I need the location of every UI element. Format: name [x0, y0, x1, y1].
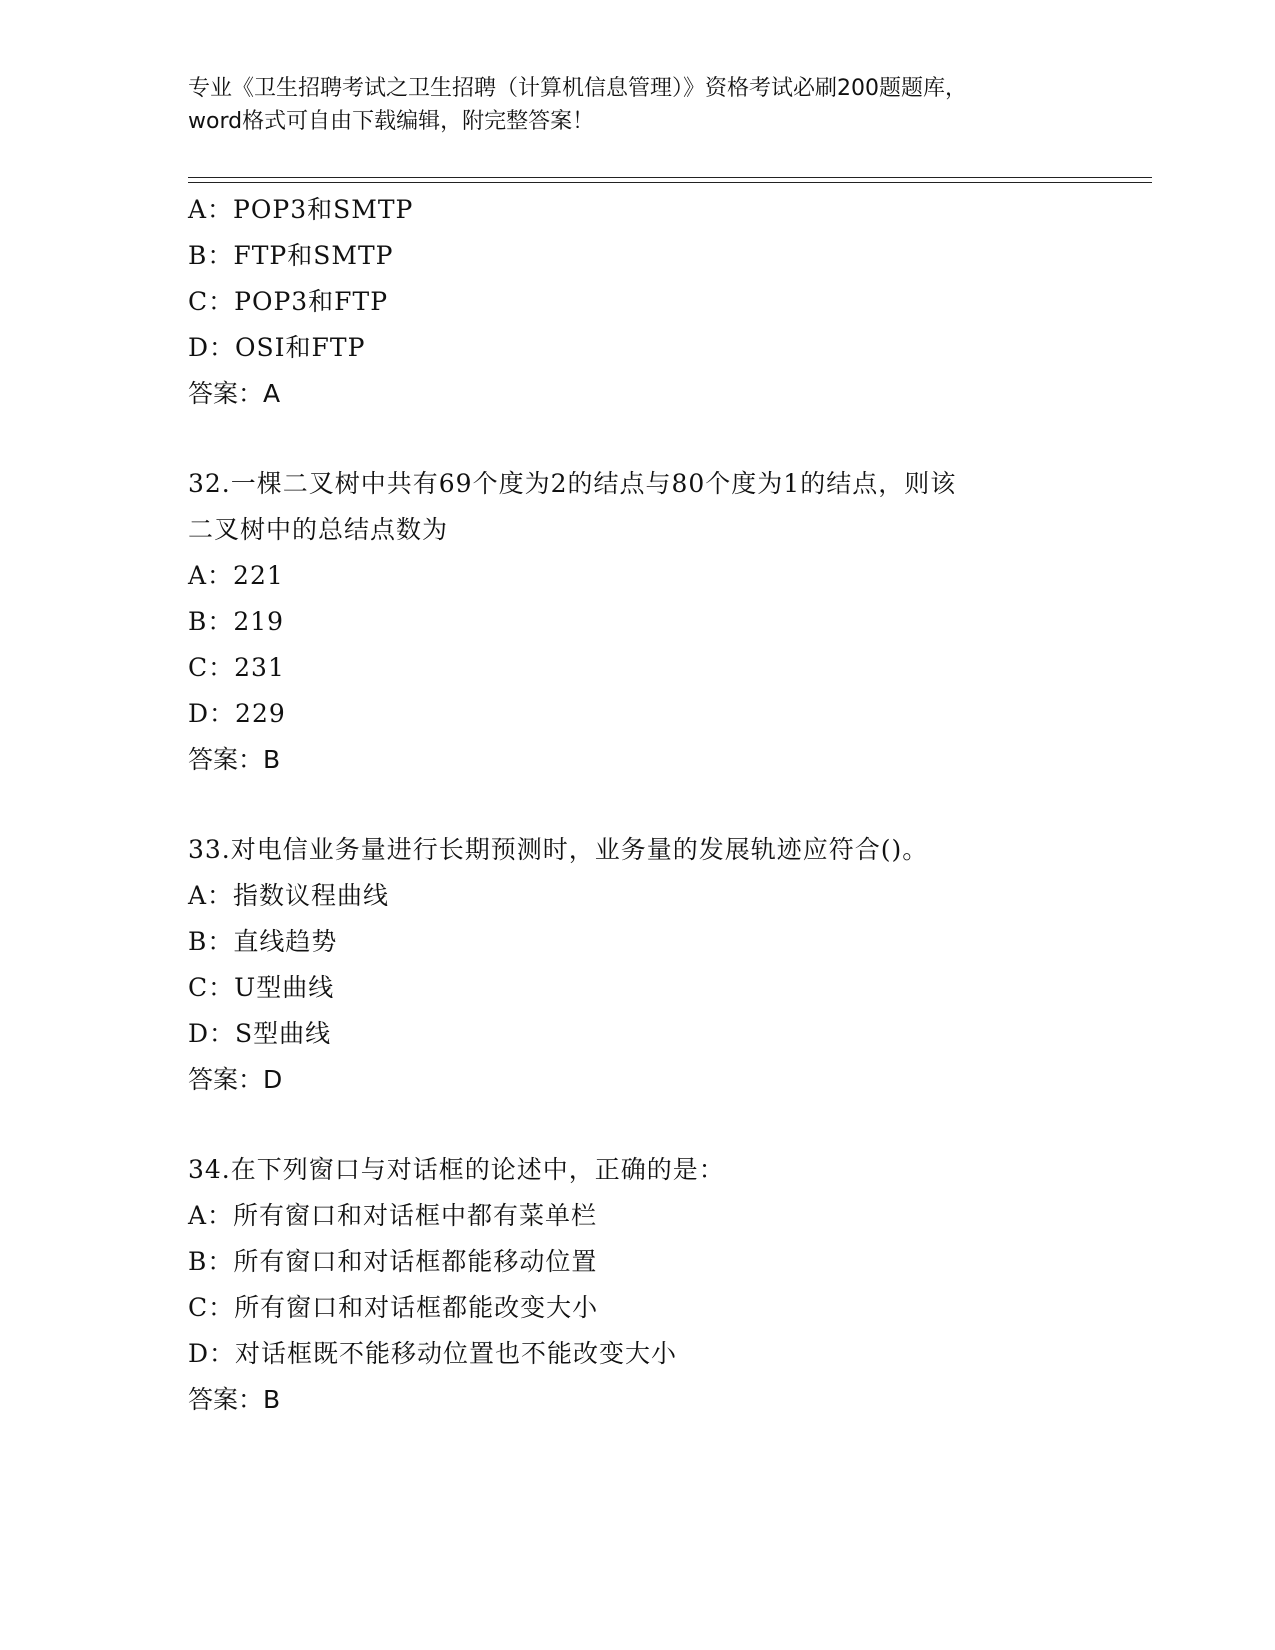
- option-a: A：221: [188, 561, 284, 590]
- header-divider-bottom: [188, 182, 1152, 183]
- question-stem-line-1: 32.一棵二叉树中共有69个度为2的结点与80个度为1的结点，则该: [188, 469, 957, 498]
- question-stem: 33.对电信业务量进行长期预测时，业务量的发展轨迹应符合()。: [188, 835, 929, 864]
- question-item-32: [188, 461, 1088, 783]
- document-header: [188, 72, 1088, 138]
- answer-label: 答案：A: [188, 379, 281, 408]
- question-item-34: [188, 1147, 1088, 1423]
- option-b: B：直线趋势: [188, 927, 338, 956]
- option-d: D：对话框既不能移动位置也不能改变大小: [188, 1339, 678, 1368]
- option-c: C：U型曲线: [188, 973, 335, 1002]
- answer-label: 答案：B: [188, 1385, 281, 1414]
- header-line-1: 专业《卫生招聘考试之卫生招聘（计算机信息管理）》资格考试必刷200题题库，: [188, 76, 967, 101]
- option-d: D：OSI和FTP: [188, 333, 366, 362]
- option-b: B：219: [188, 607, 285, 636]
- option-c: C：所有窗口和对话框都能改变大小: [188, 1293, 599, 1322]
- question-list: [188, 187, 1088, 1423]
- option-d: D：S型曲线: [188, 1019, 332, 1048]
- option-b: B：FTP和SMTP: [188, 241, 394, 270]
- answer-label: 答案：D: [188, 1065, 283, 1094]
- option-c: C：231: [188, 653, 285, 682]
- option-d: D：229: [188, 699, 286, 728]
- question-item-33: [188, 827, 1088, 1103]
- question-stem-line-2: 二叉树中的总结点数为: [188, 515, 449, 544]
- header-line-2: word格式可自由下载编辑，附完整答案！: [188, 109, 595, 134]
- question-stem: 34.在下列窗口与对话框的论述中，正确的是：: [188, 1155, 725, 1184]
- option-a: A：所有窗口和对话框中都有菜单栏: [188, 1201, 598, 1230]
- header-divider-top: [188, 177, 1152, 178]
- option-a: A：POP3和SMTP: [188, 195, 414, 224]
- question-item-31: [188, 187, 1088, 417]
- option-c: C：POP3和FTP: [188, 287, 389, 316]
- option-b: B：所有窗口和对话框都能移动位置: [188, 1247, 598, 1276]
- answer-label: 答案：B: [188, 745, 281, 774]
- option-a: A：指数议程曲线: [188, 881, 390, 910]
